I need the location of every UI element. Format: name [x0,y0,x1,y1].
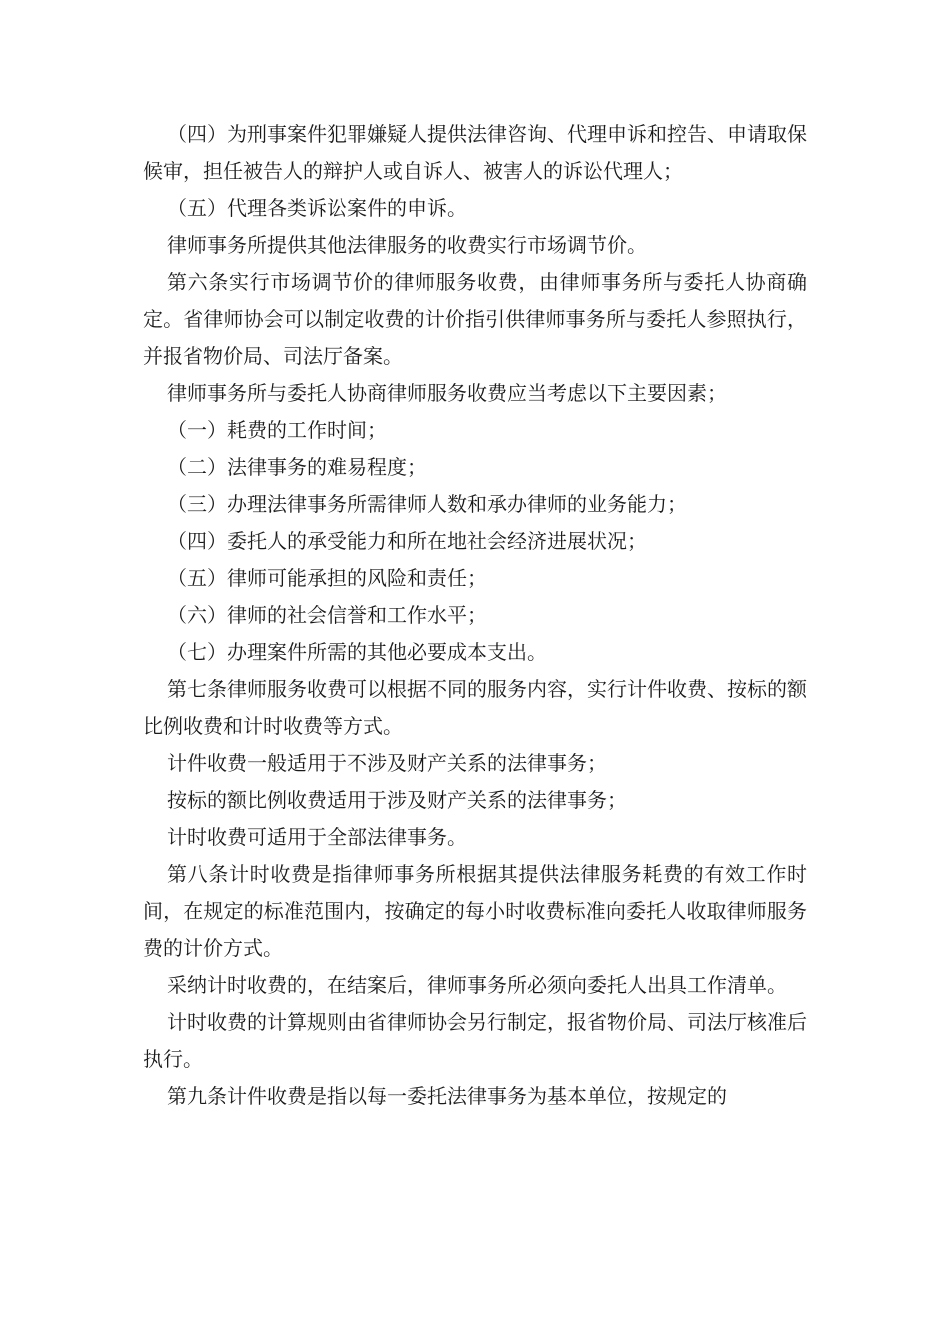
paragraph-work-list: 采纳计时收费的，在结案后，律师事务所必须向委托人出具工作清单。 [167,973,787,997]
paragraph-market-price: 律师事务所提供其他法律服务的收费实行市场调节价。 [167,233,647,257]
paragraph-factor-6: （六）律师的社会信誉和工作水平； [167,603,487,627]
paragraph-factors-intro: 律师事务所与委托人协商律师服务收费应当考虑以下主要因素； [167,381,727,405]
paragraph-article-6: 第六条实行市场调节价的律师服务收费，由律师事务所与委托人协商确定。省律师协会可以制定收费的计价指引供律师事务所与委托人参照执行，并报省物价局、司法厅备案。 [143,270,807,368]
paragraph-factor-1: （一）耗费的工作时间； [167,418,387,442]
paragraph-item-5-appeal: （五）代理各类诉讼案件的申诉。 [167,196,467,220]
document-body [143,116,807,1115]
paragraph-hourly-rules: 计时收费的计算规则由省律师协会另行制定，报省物价局、司法厅核准后执行。 [143,1010,807,1071]
paragraph-piece-fee: 计件收费一般适用于不涉及财产关系的法律事务； [167,751,607,775]
paragraph-factor-5: （五）律师可能承担的风险和责任； [167,566,487,590]
paragraph-factor-7: （七）办理案件所需的其他必要成本支出。 [167,640,547,664]
paragraph-factor-3: （三）办理法律事务所需律师人数和承办律师的业务能力； [167,492,687,516]
paragraph-item-4-criminal: （四）为刑事案件犯罪嫌疑人提供法律咨询、代理申诉和控告、申请取保候审，担任被告人的辩护人或自诉人、被害人的诉讼代理人； [143,122,807,183]
paragraph-article-9: 第九条计件收费是指以每一委托法律事务为基本单位，按规定的 [167,1084,727,1108]
paragraph-article-8: 第八条计时收费是指律师事务所根据其提供法律服务耗费的有效工作时间，在规定的标准范围内，按确定的每小时收费标准向委托人收取律师服务费的计价方式。 [143,862,807,960]
paragraph-article-7: 第七条律师服务收费可以根据不同的服务内容，实行计件收费、按标的额比例收费和计时收费等方式。 [143,677,807,738]
paragraph-ratio-fee: 按标的额比例收费适用于涉及财产关系的法律事务； [167,788,627,812]
paragraph-hourly-fee: 计时收费可适用于全部法律事务。 [167,825,467,849]
paragraph-factor-4: （四）委托人的承受能力和所在地社会经济进展状况； [167,529,647,553]
paragraph-factor-2: （二）法律事务的难易程度； [167,455,427,479]
